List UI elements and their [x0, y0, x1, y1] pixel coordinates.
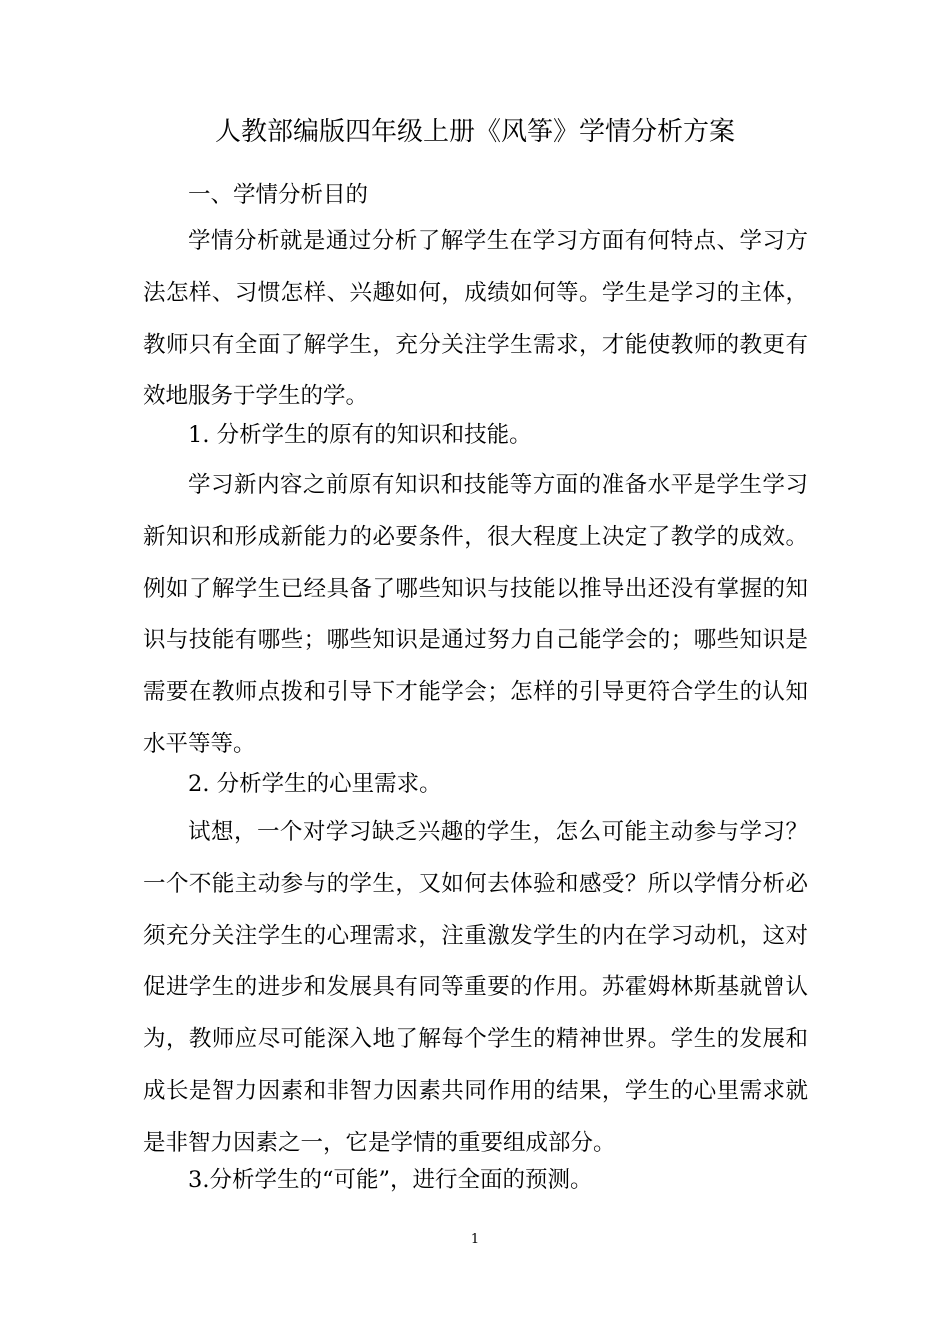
- paragraph-needs: 试想，一个对学习缺乏兴趣的学生，怎么可能主动参与学习？一个不能主动参与的学生，又如何去体验和感受？所以学情分析必须充分关注学生的心理需求，注重激发学生的内在学习动机，这对促进学生的进步和发展具有同等重要的作用。苏霍姆林斯基就曾认为，教师应尽可能深入地了解每个学生的精神世界。学生的发展和成长是智力因素和非智力因素共同作用的结果，学生的心里需求就是非智力因素之一，它是学情的重要组成部分。: [143, 819, 808, 1156]
- section-heading-needs: 2. 分析学生的心里需求。: [188, 771, 442, 797]
- section-heading-knowledge: 1. 分析学生的原有的知识和技能。: [188, 422, 532, 448]
- document-title: 人教部编版四年级上册《风筝》学情分析方案: [214, 117, 735, 147]
- section-heading-possibility: 3.分析学生的“可能”，进行全面的预测。: [188, 1167, 593, 1193]
- paragraph-knowledge: 学习新内容之前原有知识和技能等方面的准备水平是学生学习新知识和形成新能力的必要条件，很大程度上决定了教学的成效。例如了解学生已经具备了哪些知识与技能以推导出还没有掌握的知识与技能有哪些；哪些知识是通过努力自己能学会的；哪些知识是需要在教师点拨和引导下才能学会；怎样的引导更符合学生的认知水平等等。: [143, 472, 808, 757]
- paragraph-purpose: 学情分析就是通过分析了解学生在学习方面有何特点、学习方法怎样、习惯怎样、兴趣如何，成绩如何等。学生是学习的主体，教师只有全面了解学生，充分关注学生需求，才能使教师的教更有效地服务于学生的学。: [143, 228, 808, 410]
- section-heading-purpose: 一、学情分析目的: [188, 182, 369, 208]
- page-number: 1: [470, 1232, 480, 1247]
